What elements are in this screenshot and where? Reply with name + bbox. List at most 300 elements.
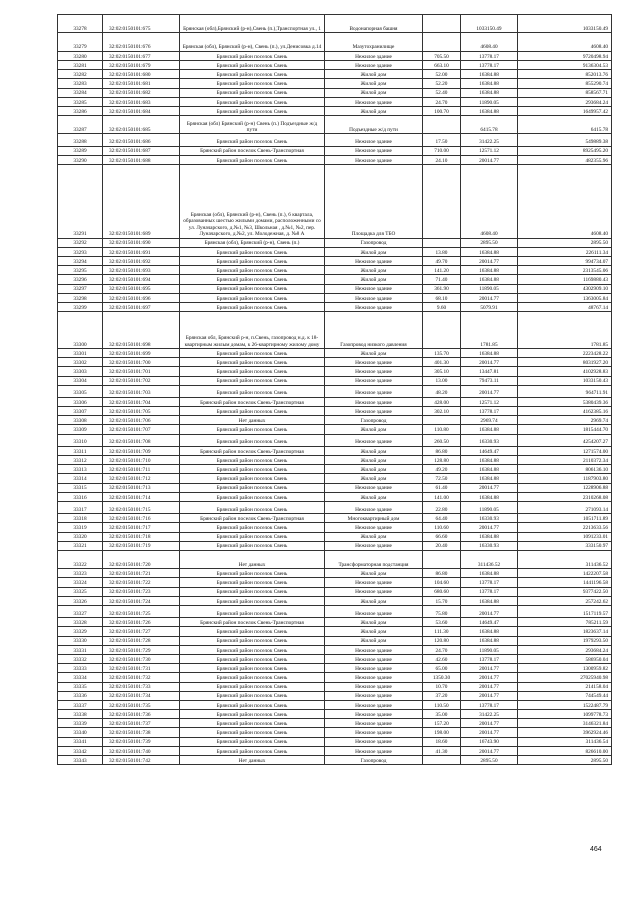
- table-cell-cadastral-number: 32:02:0150101:683: [103, 97, 180, 106]
- table-cell-object-name: Нежилое здание: [325, 606, 423, 618]
- table-cell-object-name: Нежилое здание: [325, 257, 423, 266]
- table-cell-unit-rate: 4608.40: [461, 165, 518, 239]
- table-cell-cadastral-value: 4302909.10: [518, 284, 612, 293]
- table-cell-unit-rate: 16384.88: [461, 474, 518, 483]
- table-cell-cadastral-value: 311436.52: [518, 550, 612, 568]
- table-cell-unit-rate: 20014.77: [461, 746, 518, 755]
- table-cell-cadastral-number: 32:02:0150101:697: [103, 302, 180, 311]
- table-cell-area: 1350.30: [423, 673, 461, 682]
- table-cell-area: 86.80: [423, 569, 461, 578]
- table-cell-number: 33279: [58, 33, 103, 51]
- table-cell-cadastral-value: 1363005.84: [518, 293, 612, 302]
- table-cell-address: Брянский район поселок Свень: [180, 456, 325, 465]
- table-cell-number: 33311: [58, 446, 103, 455]
- table-row: [58, 385, 612, 397]
- table-cell-object-name: Жилой дом: [325, 275, 423, 284]
- table-cell-address: Брянский район поселок Свень: [180, 596, 325, 605]
- table-cell-unit-rate: 16743.90: [461, 737, 518, 746]
- table-cell-number: 33314: [58, 474, 103, 483]
- table-cell-cadastral-value: 855290.74: [518, 79, 612, 88]
- table-cell-cadastral-number: 32:02:0150101:713: [103, 483, 180, 492]
- table-cell-cadastral-value: 4102928.83: [518, 367, 612, 376]
- table-cell-area: 13.80: [423, 247, 461, 256]
- table-cell-unit-rate: 14649.47: [461, 446, 518, 455]
- table-cell-object-name: Нежилое здание: [325, 523, 423, 532]
- table-row: [58, 501, 612, 513]
- table-cell-address: Брянский район поселок Свень: [180, 587, 325, 596]
- table-cell-area: 22.80: [423, 501, 461, 513]
- table-cell-cadastral-value: 271093.14: [518, 501, 612, 513]
- table-row: [58, 645, 612, 654]
- table-cell-address: Брянский район поселок Свень: [180, 523, 325, 532]
- table-cell-unit-rate: 20014.77: [461, 728, 518, 737]
- table-cell-unit-rate: 16384.88: [461, 348, 518, 357]
- table-cell-address: Брянский район поселок Свень: [180, 710, 325, 719]
- table-cell-area: 120.80: [423, 636, 461, 645]
- table-cell-address: Брянский район поселок Свень: [180, 434, 325, 446]
- table-cell-cadastral-value: 1422207.58: [518, 569, 612, 578]
- table-cell-cadastral-value: 9720498.94: [518, 51, 612, 60]
- table-cell-cadastral-number: 32:02:0150101:707: [103, 425, 180, 434]
- table-cell-area: 42.60: [423, 654, 461, 663]
- table-cell-cadastral-value: 994734.07: [518, 257, 612, 266]
- table-cell-number: 33315: [58, 483, 103, 492]
- table-cell-unit-rate: 20014.77: [461, 385, 518, 397]
- table-cell-unit-rate: 20014.77: [461, 155, 518, 164]
- table-cell-cadastral-number: 32:02:0150101:686: [103, 134, 180, 146]
- table-cell-number: 33285: [58, 97, 103, 106]
- table-cell-cadastral-value: 1051711.89: [518, 514, 612, 523]
- table-row: [58, 367, 612, 376]
- table-cell-object-name: Нежилое здание: [325, 134, 423, 146]
- table-cell-cadastral-value: 2110372.34: [518, 456, 612, 465]
- table-cell-address: Брянский район поселок Свень: [180, 302, 325, 311]
- table-cell-number: 33331: [58, 645, 103, 654]
- table-row: [58, 106, 612, 115]
- table-cell-cadastral-number: 32:02:0150101:700: [103, 358, 180, 367]
- table-cell-cadastral-number: 32:02:0150101:711: [103, 465, 180, 474]
- table-cell-number: 33319: [58, 523, 103, 532]
- table-cell-object-name: Жилой дом: [325, 425, 423, 434]
- table-cell-unit-rate: 16384.88: [461, 70, 518, 79]
- table-cell-cadastral-value: 8031927.20: [518, 358, 612, 367]
- table-cell-number: 33325: [58, 587, 103, 596]
- table-cell-number: 33335: [58, 682, 103, 691]
- table-row: [58, 79, 612, 88]
- table-cell-address: Брянский район поселок Свень: [180, 88, 325, 97]
- table-cell-address: Брянский район поселок Свень: [180, 376, 325, 385]
- table-cell-area: 13.00: [423, 376, 461, 385]
- table-cell-object-name: Нежилое здание: [325, 645, 423, 654]
- table-cell-area: 305.10: [423, 367, 461, 376]
- table-cell-number: 33324: [58, 578, 103, 587]
- table-cell-cadastral-number: 32:02:0150101:687: [103, 146, 180, 155]
- table-cell-object-name: Жилой дом: [325, 247, 423, 256]
- table-cell-unit-rate: 5079.91: [461, 302, 518, 311]
- table-cell-cadastral-number: 32:02:0150101:694: [103, 275, 180, 284]
- table-cell-address: Брянский район поселок Свень: [180, 70, 325, 79]
- table-row: [58, 654, 612, 663]
- table-cell-area: 680.60: [423, 587, 461, 596]
- table-cell-area: 141.00: [423, 492, 461, 501]
- table-row: [58, 541, 612, 550]
- table-cell-object-name: Газопровод: [325, 416, 423, 425]
- table-cell-unit-rate: 16384.88: [461, 275, 518, 284]
- table-cell-area: 663.10: [423, 60, 461, 69]
- table-cell-cadastral-value: 744549.44: [518, 691, 612, 700]
- table-cell-address: Брянский район поселок Свень: [180, 541, 325, 550]
- table-cell-object-name: Жилой дом: [325, 474, 423, 483]
- table-cell-number: 33336: [58, 691, 103, 700]
- table-cell-number: 33328: [58, 618, 103, 627]
- table-cell-number: 33302: [58, 358, 103, 367]
- table-cell-area: 198.00: [423, 728, 461, 737]
- table-cell-cadastral-value: 2313545.06: [518, 266, 612, 275]
- table-row: [58, 550, 612, 568]
- table-cell-cadastral-number: 32:02:0150101:740: [103, 746, 180, 755]
- table-cell-number: 33329: [58, 627, 103, 636]
- table-cell-object-name: Нежилое здание: [325, 376, 423, 385]
- table-cell-object-name: Жилой дом: [325, 492, 423, 501]
- table-row: [58, 15, 612, 33]
- table-cell-cadastral-number: 32:02:0150101:735: [103, 700, 180, 709]
- table-cell-unit-rate: 12571.12: [461, 397, 518, 406]
- table-cell-cadastral-value: 1228906.88: [518, 483, 612, 492]
- table-cell-address: Брянский район поселок Свень: [180, 569, 325, 578]
- table-cell-address: Брянский район поселок Свень: [180, 155, 325, 164]
- table-cell-unit-rate: 11890.05: [461, 645, 518, 654]
- table-cell-area: 24.70: [423, 645, 461, 654]
- table-cell-number: 33309: [58, 425, 103, 434]
- table-cell-cadastral-value: 3962924.46: [518, 728, 612, 737]
- table-cell-area: [423, 15, 461, 33]
- table-cell-address: Брянский район поселок Свень: [180, 266, 325, 275]
- table-cell-object-name: Нежилое здание: [325, 358, 423, 367]
- table-cell-cadastral-number: 32:02:0150101:696: [103, 293, 180, 302]
- table-cell-number: 33316: [58, 492, 103, 501]
- table-cell-address: Брянский район поселок Свень: [180, 664, 325, 673]
- table-row: [58, 434, 612, 446]
- table-row: [58, 618, 612, 627]
- table-cell-number: 33340: [58, 728, 103, 737]
- table-cell-address: Брянский район поселок Свень: [180, 106, 325, 115]
- table-cell-area: 49.70: [423, 257, 461, 266]
- table-cell-address: Брянская (обл), Брянский (р-н), Свень (п.): [180, 238, 325, 247]
- table-cell-number: 33310: [58, 434, 103, 446]
- table-row: [58, 247, 612, 256]
- table-cell-cadastral-number: 32:02:0150101:714: [103, 492, 180, 501]
- table-cell-area: 52.40: [423, 88, 461, 97]
- table-cell-cadastral-number: 32:02:0150101:680: [103, 70, 180, 79]
- table-cell-number: 33296: [58, 275, 103, 284]
- table-cell-unit-rate: 16384.88: [461, 465, 518, 474]
- table-cell-cadastral-value: 6415.78: [518, 116, 612, 134]
- table-cell-unit-rate: 1033150.49: [461, 15, 518, 33]
- table-cell-cadastral-number: 32:02:0150101:691: [103, 247, 180, 256]
- table-cell-unit-rate: 311436.52: [461, 550, 518, 568]
- table-cell-cadastral-value: 964711.91: [518, 385, 612, 397]
- table-cell-number: 33298: [58, 293, 103, 302]
- table-cell-area: 61.40: [423, 483, 461, 492]
- table-cell-unit-rate: 11890.05: [461, 501, 518, 513]
- table-cell-cadastral-number: 32:02:0150101:709: [103, 446, 180, 455]
- table-cell-address: Брянский район поселок Свень: [180, 483, 325, 492]
- table-cell-object-name: Нежилое здание: [325, 587, 423, 596]
- table-cell-cadastral-value: 4608.40: [518, 33, 612, 51]
- table-cell-address: Брянский район поселок Свень-Транспортная: [180, 146, 325, 155]
- table-cell-object-name: Нежилое здание: [325, 434, 423, 446]
- table-cell-number: 33287: [58, 116, 103, 134]
- table-cell-unit-rate: 12571.12: [461, 146, 518, 155]
- table-cell-unit-rate: 20014.77: [461, 673, 518, 682]
- table-cell-cadastral-value: 1781.85: [518, 312, 612, 349]
- table-cell-object-name: Нежилое здание: [325, 664, 423, 673]
- table-cell-cadastral-number: 32:02:0150101:708: [103, 434, 180, 446]
- table-cell-address: Брянский район поселок Свень-Транспортная: [180, 514, 325, 523]
- table-row: [58, 376, 612, 385]
- table-cell-cadastral-number: 32:02:0150101:717: [103, 523, 180, 532]
- table-cell-area: 10.70: [423, 682, 461, 691]
- table-cell-unit-rate: 13778.17: [461, 60, 518, 69]
- table-cell-number: 33333: [58, 664, 103, 673]
- table-cell-area: 110.80: [423, 425, 461, 434]
- table-cell-cadastral-number: 32:02:0150101:679: [103, 60, 180, 69]
- table-row: [58, 606, 612, 618]
- table-cell-cadastral-value: 333150.97: [518, 541, 612, 550]
- table-cell-unit-rate: 4608.40: [461, 33, 518, 51]
- table-cell-cadastral-value: 311436.54: [518, 737, 612, 746]
- table-row: [58, 70, 612, 79]
- table-cell-cadastral-number: 32:02:0150101:722: [103, 578, 180, 587]
- table-row: [58, 474, 612, 483]
- table-cell-number: 33297: [58, 284, 103, 293]
- table-cell-address: Нет данных: [180, 756, 325, 765]
- table-cell-cadastral-value: 1441196.58: [518, 578, 612, 587]
- table-cell-unit-rate: 16384.88: [461, 569, 518, 578]
- table-cell-object-name: Нежилое здание: [325, 541, 423, 550]
- table-cell-object-name: Нежилое здание: [325, 284, 423, 293]
- table-cell-cadastral-number: 32:02:0150101:724: [103, 596, 180, 605]
- table-cell-area: 428.00: [423, 397, 461, 406]
- table-cell-area: 110.60: [423, 523, 461, 532]
- table-cell-area: 37.20: [423, 691, 461, 700]
- table-cell-object-name: Жилой дом: [325, 446, 423, 455]
- table-cell-unit-rate: 13778.17: [461, 587, 518, 596]
- table-cell-address: Брянский район поселок Свень: [180, 645, 325, 654]
- table-cell-object-name: Нежилое здание: [325, 407, 423, 416]
- table-cell-number: 33282: [58, 70, 103, 79]
- table-row: [58, 134, 612, 146]
- table-cell-cadastral-number: 32:02:0150101:720: [103, 550, 180, 568]
- table-cell-cadastral-number: 32:02:0150101:689: [103, 165, 180, 239]
- table-cell-cadastral-value: 214158.04: [518, 682, 612, 691]
- table-cell-object-name: Нежилое здание: [325, 293, 423, 302]
- table-cell-number: 33343: [58, 756, 103, 765]
- table-row: [58, 587, 612, 596]
- table-cell-address: Брянский район поселок Свень: [180, 532, 325, 541]
- table-row: [58, 266, 612, 275]
- table-cell-number: 33308: [58, 416, 103, 425]
- table-row: [58, 710, 612, 719]
- table-cell-number: 33332: [58, 654, 103, 663]
- table-row: [58, 569, 612, 578]
- table-cell-number: 33283: [58, 79, 103, 88]
- table-cell-unit-rate: 20014.77: [461, 483, 518, 492]
- table-cell-cadastral-number: 32:02:0150101:726: [103, 618, 180, 627]
- table-cell-unit-rate: 16330.93: [461, 514, 518, 523]
- table-cell-area: [423, 165, 461, 239]
- table-cell-unit-rate: 20014.77: [461, 664, 518, 673]
- table-row: [58, 578, 612, 587]
- table-cell-cadastral-value: 1187903.80: [518, 474, 612, 483]
- table-cell-unit-rate: 20014.77: [461, 358, 518, 367]
- table-cell-cadastral-value: 1522487.79: [518, 700, 612, 709]
- table-cell-area: 66.60: [423, 532, 461, 541]
- table-cell-area: 72.50: [423, 474, 461, 483]
- table-cell-address: Брянский район поселок Свень: [180, 51, 325, 60]
- table-cell-address: Брянский район поселок Свень: [180, 728, 325, 737]
- table-cell-object-name: Нежилое здание: [325, 691, 423, 700]
- table-cell-cadastral-value: 48767.14: [518, 302, 612, 311]
- table-cell-cadastral-value: 1979293.50: [518, 636, 612, 645]
- table-cell-address: Брянский район поселок Свень: [180, 247, 325, 256]
- table-cell-address: Брянский район поселок Свень: [180, 367, 325, 376]
- table-cell-unit-rate: 16384.88: [461, 425, 518, 434]
- table-row: [58, 155, 612, 164]
- table-cell-object-name: Газопровод низкого давления: [325, 312, 423, 349]
- table-cell-number: 33337: [58, 700, 103, 709]
- table-cell-cadastral-number: 32:02:0150101:721: [103, 569, 180, 578]
- table-cell-address: Брянский район поселок Свень: [180, 465, 325, 474]
- table-row: [58, 492, 612, 501]
- table-cell-object-name: Нежилое здание: [325, 146, 423, 155]
- table-cell-object-name: Жилой дом: [325, 596, 423, 605]
- table-row: [58, 636, 612, 645]
- table-cell-address: Брянский район поселок Свень: [180, 385, 325, 397]
- table-cell-address: Брянский район поселок Свень: [180, 636, 325, 645]
- table-cell-number: 33330: [58, 636, 103, 645]
- table-cell-number: 33278: [58, 15, 103, 33]
- table-cell-area: 260.50: [423, 434, 461, 446]
- table-cell-area: 71.40: [423, 275, 461, 284]
- table-cell-address: Нет данных: [180, 416, 325, 425]
- table-cell-area: 53.60: [423, 618, 461, 627]
- table-cell-area: [423, 116, 461, 134]
- table-cell-area: 49.20: [423, 465, 461, 474]
- table-cell-cadastral-number: 32:02:0150101:712: [103, 474, 180, 483]
- table-cell-cadastral-value: 1271574.00: [518, 446, 612, 455]
- table-cell-cadastral-value: 1823637.14: [518, 627, 612, 636]
- table-cell-cadastral-number: 32:02:0150101:731: [103, 664, 180, 673]
- table-cell-cadastral-number: 32:02:0150101:675: [103, 15, 180, 33]
- table-cell-cadastral-value: 9377422.50: [518, 587, 612, 596]
- table-cell-number: 33305: [58, 385, 103, 397]
- table-cell-object-name: Жилой дом: [325, 532, 423, 541]
- table-cell-address: Брянский район поселок Свень: [180, 682, 325, 691]
- table-cell-area: [423, 756, 461, 765]
- table-cell-number: 33327: [58, 606, 103, 618]
- table-row: [58, 116, 612, 134]
- table-cell-object-name: Многоквартирный дом: [325, 514, 423, 523]
- table-cell-address: Брянский район поселок Свень: [180, 737, 325, 746]
- table-cell-cadastral-number: 32:02:0150101:693: [103, 266, 180, 275]
- table-cell-unit-rate: 16384.88: [461, 247, 518, 256]
- table-cell-number: 33306: [58, 397, 103, 406]
- table-cell-area: 361.90: [423, 284, 461, 293]
- table-row: [58, 446, 612, 455]
- table-cell-unit-rate: 2969.74: [461, 416, 518, 425]
- table-cell-object-name: Нежилое здание: [325, 385, 423, 397]
- table-cell-number: 33321: [58, 541, 103, 550]
- table-cell-object-name: Жилой дом: [325, 348, 423, 357]
- table-row: [58, 682, 612, 691]
- table-cell-address: Брянский район поселок Свень: [180, 691, 325, 700]
- table-cell-cadastral-value: 1517119.57: [518, 606, 612, 618]
- table-cell-unit-rate: 16384.88: [461, 627, 518, 636]
- table-cell-cadastral-number: 32:02:0150101:723: [103, 587, 180, 596]
- table-cell-object-name: Нежилое здание: [325, 700, 423, 709]
- table-cell-cadastral-value: 482355.96: [518, 155, 612, 164]
- table-cell-area: 52.00: [423, 70, 461, 79]
- table-cell-area: 24.10: [423, 155, 461, 164]
- table-cell-cadastral-number: 32:02:0150101:727: [103, 627, 180, 636]
- table-cell-number: 33281: [58, 60, 103, 69]
- cadastral-table: [57, 14, 612, 765]
- table-row: [58, 302, 612, 311]
- table-cell-cadastral-value: 3146321.84: [518, 719, 612, 728]
- table-cell-address: Брянский район поселок Свень: [180, 746, 325, 755]
- table-cell-address: Брянский район поселок Свень: [180, 700, 325, 709]
- table-cell-number: 33317: [58, 501, 103, 513]
- table-cell-object-name: Подъездные ж/д пути: [325, 116, 423, 134]
- table-cell-area: 135.70: [423, 348, 461, 357]
- table-cell-cadastral-number: 32:02:0150101:716: [103, 514, 180, 523]
- table-cell-address: Брянский район поселок Свень-Транспортная: [180, 446, 325, 455]
- table-cell-cadastral-number: 32:02:0150101:718: [103, 532, 180, 541]
- table-cell-object-name: Жилой дом: [325, 106, 423, 115]
- table-cell-cadastral-number: 32:02:0150101:695: [103, 284, 180, 293]
- table-cell-unit-rate: 1781.85: [461, 312, 518, 349]
- table-cell-unit-rate: 16384.88: [461, 79, 518, 88]
- table-row: [58, 627, 612, 636]
- table-cell-unit-rate: 2895.50: [461, 238, 518, 247]
- table-row: [58, 407, 612, 416]
- table-row: [58, 97, 612, 106]
- table-cell-area: 18.60: [423, 737, 461, 746]
- table-cell-area: [423, 33, 461, 51]
- table-cell-unit-rate: 16330.93: [461, 541, 518, 550]
- table-cell-cadastral-value: 257242.62: [518, 596, 612, 605]
- table-cell-unit-rate: 20014.77: [461, 257, 518, 266]
- table-cell-number: 33312: [58, 456, 103, 465]
- table-row: [58, 60, 612, 69]
- table-cell-number: 33284: [58, 88, 103, 97]
- table-cell-unit-rate: 11890.05: [461, 97, 518, 106]
- table-cell-area: 52.20: [423, 79, 461, 88]
- table-row: [58, 673, 612, 682]
- table-cell-object-name: Нежилое здание: [325, 719, 423, 728]
- table-cell-unit-rate: 16330.93: [461, 434, 518, 446]
- table-row: [58, 284, 612, 293]
- table-cell-address: Брянский район поселок Свень: [180, 474, 325, 483]
- table-row: [58, 275, 612, 284]
- table-cell-cadastral-number: 32:02:0150101:733: [103, 682, 180, 691]
- table-cell-cadastral-number: 32:02:0150101:705: [103, 407, 180, 416]
- table-cell-number: 33341: [58, 737, 103, 746]
- table-cell-cadastral-value: 4162385.16: [518, 407, 612, 416]
- table-cell-address: Брянская (обл) Брянский (р-н) Свень (п.) Подъездные ж/д пути: [180, 116, 325, 134]
- table-cell-area: 75.80: [423, 606, 461, 618]
